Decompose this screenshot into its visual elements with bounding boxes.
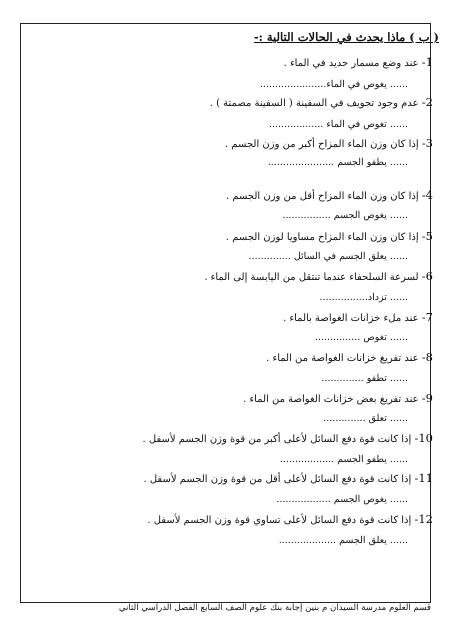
answer-8: ...... تطفو .............. [321,373,408,384]
answer-3: ...... يطفو الجسم ...................... [267,157,408,168]
answer-11: ...... يغوص الجسم .................. [276,494,408,505]
answer-5: ...... يعلق الجسم في السائل .............. [248,251,408,262]
question-8: 8- عند تفريغ خزانات الغواصة من الماء . [266,350,433,364]
answer-6: ...... تزداد................ [319,292,408,303]
answer-1: ...... يغوص في الماء...................... [259,79,408,90]
question-9: 9- عند تفريغ بعض خزانات الغواصة من الماء . [243,391,433,405]
question-4: 4- إذا كان وزن الماء المزاح أقل من وزن الجسم . [225,188,433,202]
answer-9: ...... تعلق .............. [323,413,408,424]
page-footer: قسم العلوم مدرسة السيدان م بنين إجابة بنك علوم الصف السابع الفصل الدراسي الثاني [118,603,431,613]
question-1: 1- عند وضع مسمار حديد في الماء . [283,55,433,69]
answer-4: ...... يغوص الجسم ................ [282,210,408,221]
question-3: 3- إذا كان وزن الماء المزاح أكبر من وزن الجسم . [225,136,433,150]
section-heading: ( ب ) ماذا يحدث في الحالات التالية :- [253,30,439,44]
question-11: 11- إذا كانت قوة دفع السائل لأعلى أقل من قوة وزن الجسم لأسفل . [143,471,433,485]
answer-2: ...... تغوص في الماء .................. [268,119,408,130]
answer-7: ...... تغوص ............... [314,332,408,343]
question-12: 12- إذا كانت قوة دفع السائل لأعلى تساوي قوة وزن الجسم لأسفل . [147,512,433,526]
answer-12: ...... يعلق الجسم ................... [278,535,408,546]
question-7: 7- عند ملء خزانات الغواصة بالماء . [283,310,433,324]
answer-10: ...... يطفو الجسم .................. [279,454,408,465]
question-2: 2- عدم وجود تجويف في السفينة ( السفينة مصمتة ) . [209,95,433,109]
question-5: 5- إذا كان وزن الماء المزاح مساويا لوزن الجسم . [225,229,433,243]
question-6: 6- لسرعة السلحفاء عندما تنتقل من اليابسة إلى الماء . [204,269,433,283]
question-10: 10- إذا كانت قوة دفع السائل لأعلى أكبر من قوة وزن الجسم لأسفل . [142,431,433,445]
